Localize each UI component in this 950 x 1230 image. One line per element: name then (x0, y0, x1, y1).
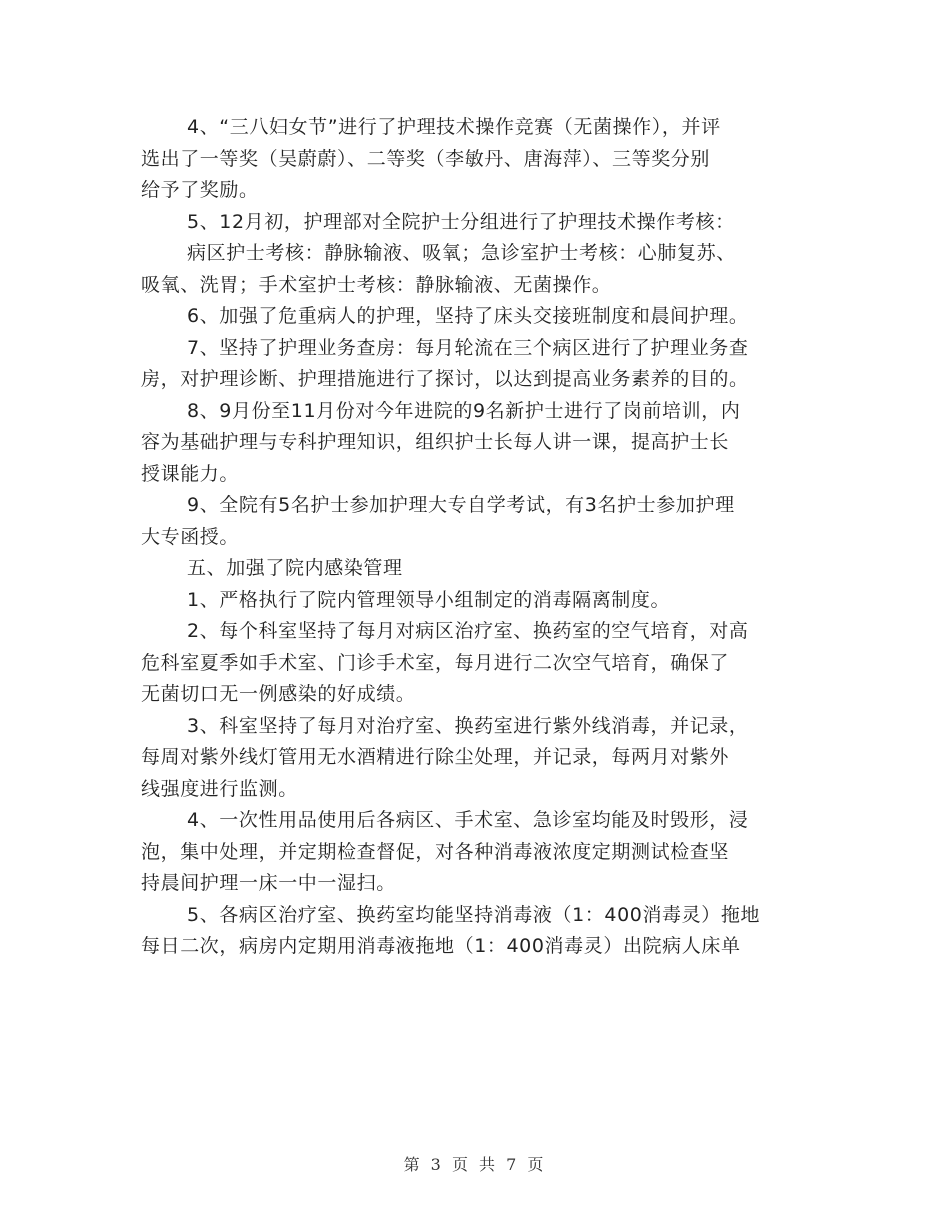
text-line: 2、每个科室坚持了每月对病区治疗室、换药室的空气培育，对高 (187, 620, 749, 642)
paragraph (141, 301, 809, 333)
text-line: 8、9月份至11月份对今年进院的9名新护士进行了岗前培训，内 (187, 399, 741, 422)
text-line: 每日二次，病房内定期用消毒液拖地（1：400消毒灵）出院病人床单 (141, 935, 741, 957)
paragraph (141, 112, 809, 207)
text-line: 危科室夏季如手术室、门诊手术室，每月进行二次空气培育，确保了 (141, 651, 730, 674)
text-line: 大专函授。 (141, 525, 240, 548)
text-line: 9、全院有5名护士参加护理大专自学考试，有3名护士参加护理 (187, 494, 735, 516)
paragraph (141, 585, 809, 617)
text-line: 6、加强了危重病人的护理，坚持了床头交接班制度和晨间护理。 (187, 305, 749, 327)
paragraph (141, 553, 809, 585)
text-line: 房，对护理诊断、护理措施进行了探讨，以达到提高业务素养的目的。 (141, 368, 749, 390)
text-line: 授课能力。 (141, 462, 240, 485)
text-line: 5、12月初，护理部对全院护士分组进行了护理技术操作考核： (187, 210, 735, 233)
paragraph (141, 900, 809, 963)
text-line: 3、科室坚持了每月对治疗室、换药室进行紫外线消毒，并记录， (187, 714, 749, 737)
text-line: 7、坚持了护理业务查房：每月轮流在三个病区进行了护理业务查 (187, 336, 749, 359)
text-line: 每周对紫外线灯管用无水酒精进行除尘处理，并记录，每两月对紫外 (141, 746, 730, 768)
text-line: 病区护士考核：静脉输液、吸氧；急诊室护士考核：心肺复苏、 (187, 242, 736, 264)
text-line: 4、一次性用品使用后各病区、手术室、急诊室均能及时毁形，浸 (187, 809, 749, 831)
paragraph (141, 238, 809, 301)
text-line: 选出了一等奖（吴蔚蔚）、二等奖（李敏丹、唐海萍）、三等奖分别 (141, 147, 711, 170)
text-line: 容为基础护理与专科护理知识，组织护士长每人讲一课，提高护士长 (141, 431, 730, 453)
page-footer: 第 3 页 共 7 页 (403, 1155, 547, 1174)
paragraph (141, 711, 809, 806)
text-line: 持晨间护理一床一中一湿扫。 (141, 872, 396, 894)
paragraph (141, 616, 809, 711)
text-line: 线强度进行监测。 (141, 777, 298, 800)
text-line: 泡，集中处理，并定期检查督促，对各种消毒液浓度定期测试检查坚 (141, 840, 730, 863)
text-line: 给予了奖励。 (141, 179, 259, 201)
text-line: 4、“三八妇女节”进行了护理技术操作竞赛（无菌操作），并评 (187, 116, 721, 138)
text-line: 五、加强了院内感染管理 (187, 557, 403, 579)
paragraph (141, 396, 809, 491)
paragraph (141, 333, 809, 396)
document-body (141, 112, 809, 963)
paragraph (141, 207, 809, 239)
paragraph (141, 805, 809, 900)
paragraph (141, 490, 809, 553)
text-line: 无菌切口无一例感染的好成绩。 (141, 683, 416, 705)
text-line: 5、各病区治疗室、换药室均能坚持消毒液（1：400消毒灵）拖地 (187, 903, 761, 926)
text-line: 1、严格执行了院内管理领导小组制定的消毒隔离制度。 (187, 588, 671, 611)
text-line: 吸氧、洗胃；手术室护士考核：静脉输液、无菌操作。 (141, 273, 612, 296)
